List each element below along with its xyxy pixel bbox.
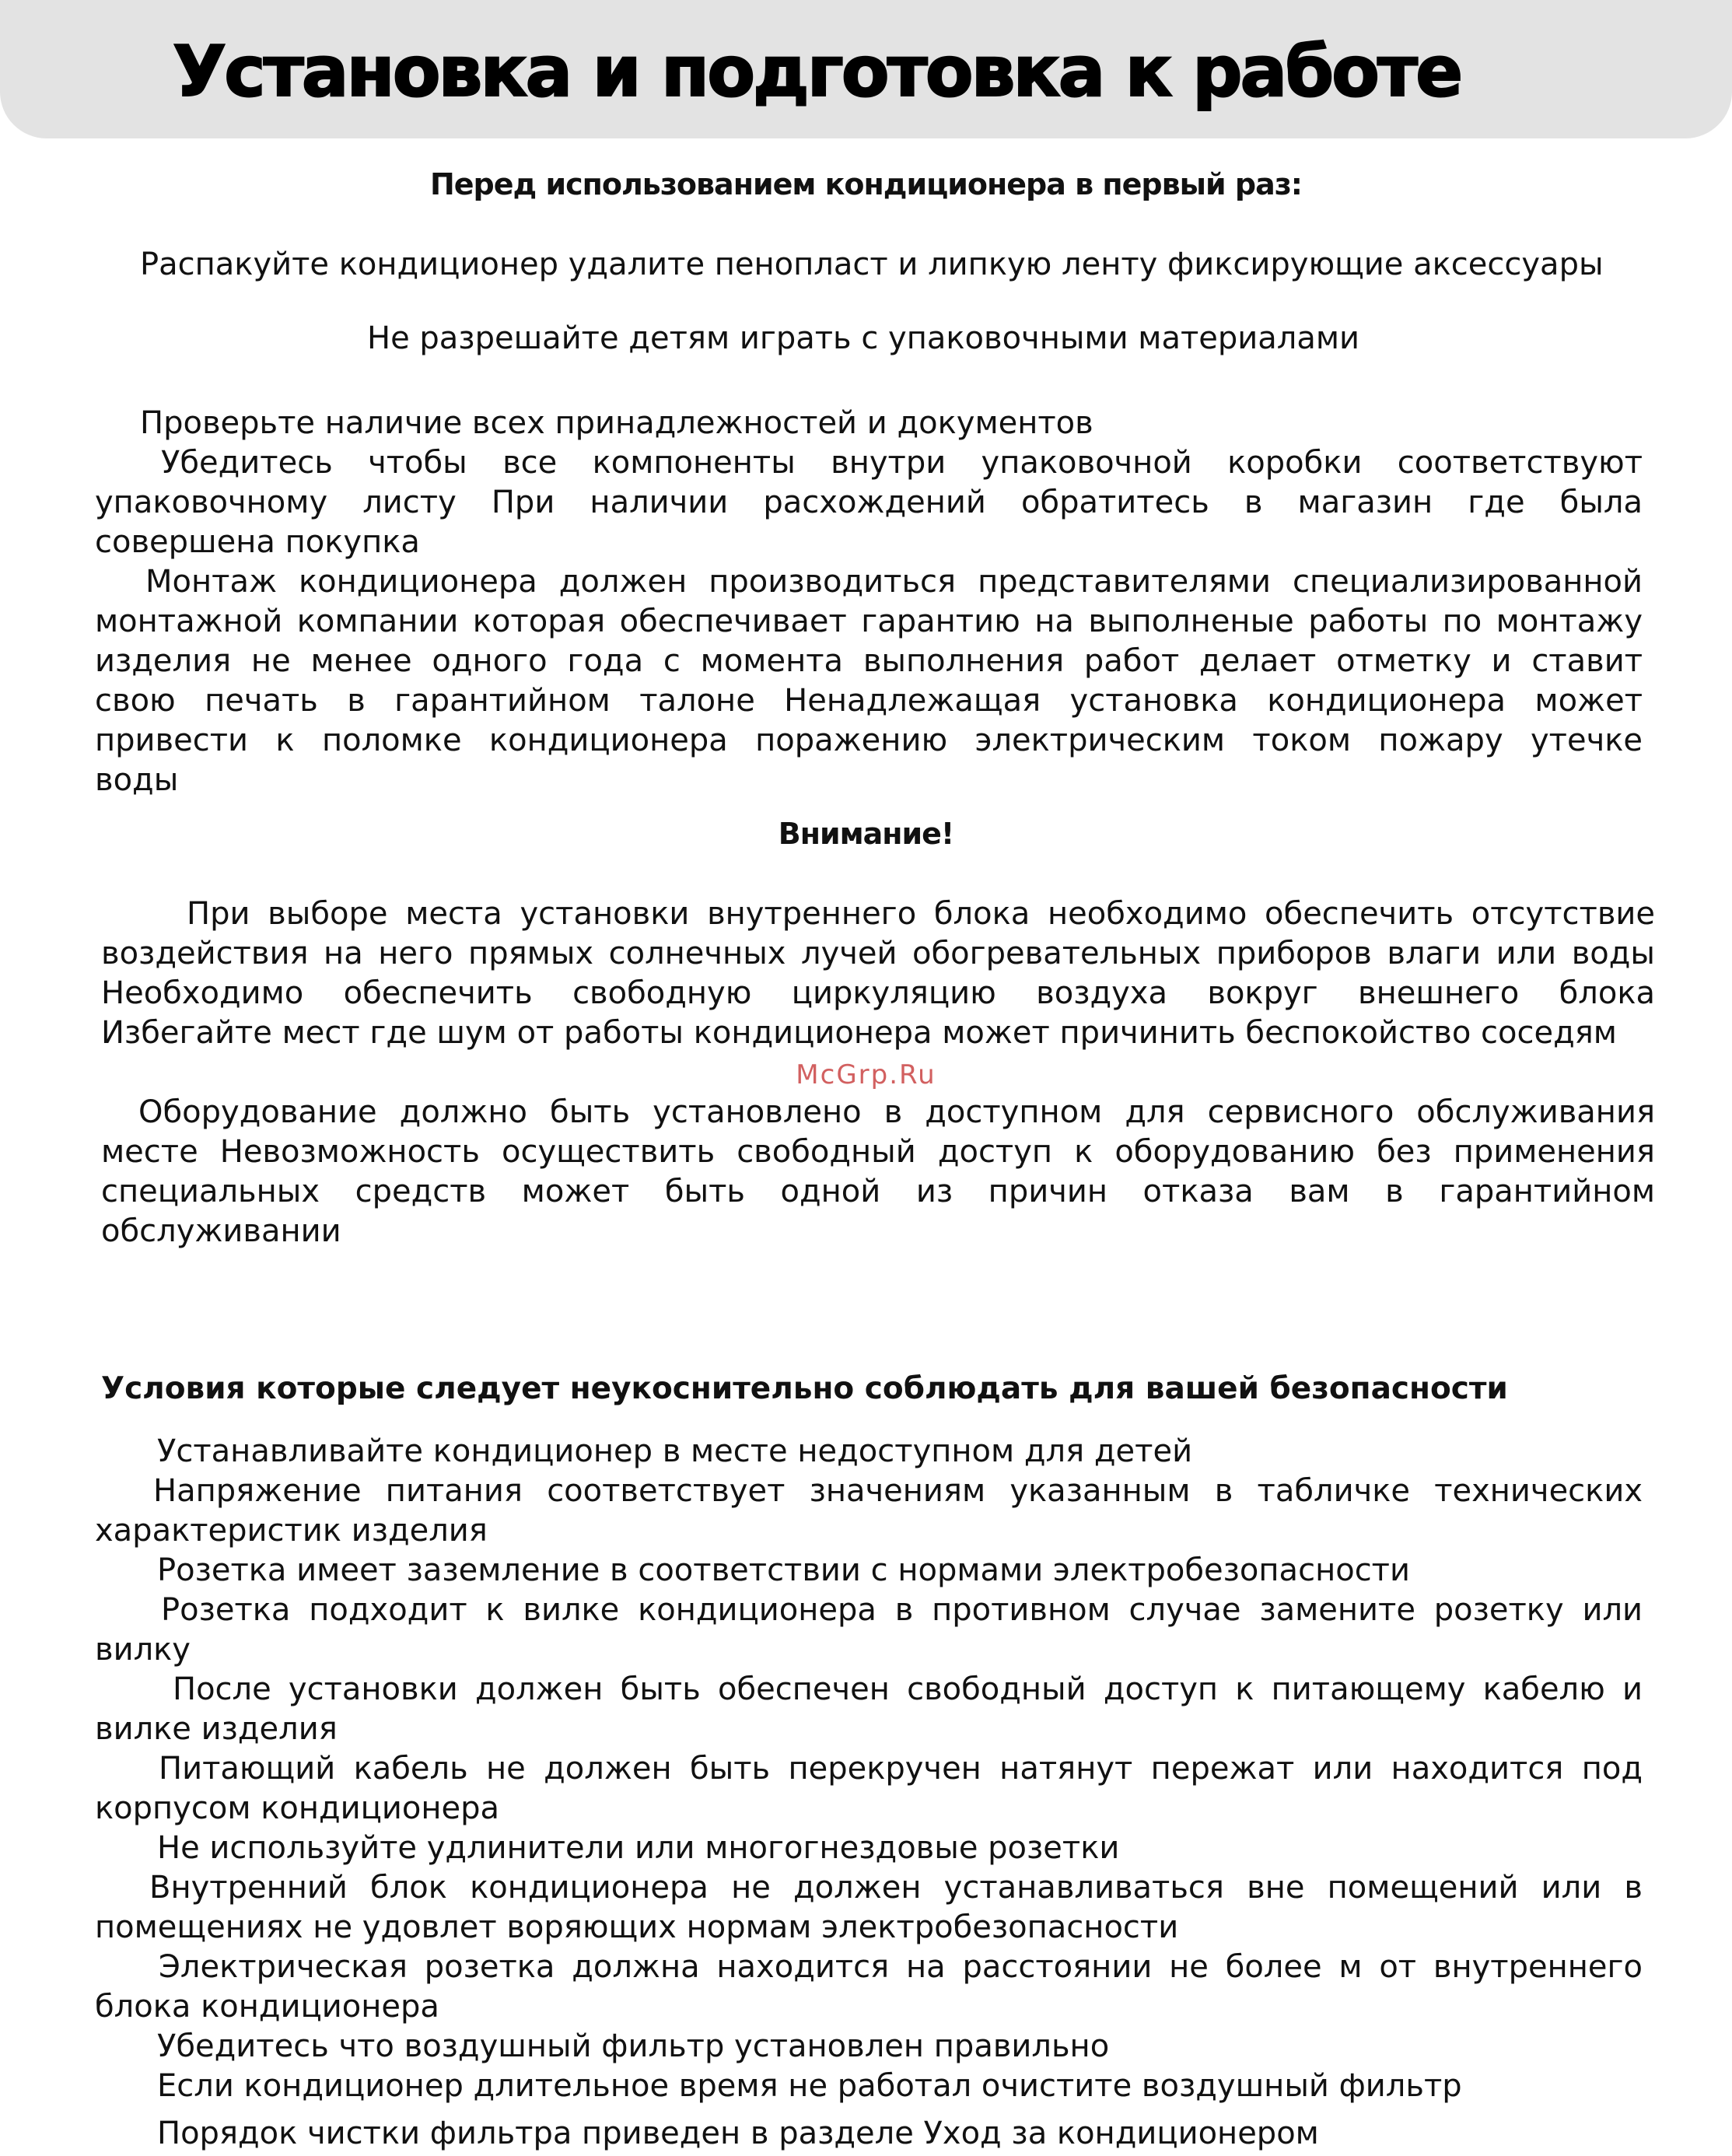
safety-item: Если кондиционер длительное время не работал очистите воздушный фильтр: [157, 2068, 1462, 2104]
safety-item: Порядок чистки фильтра приведен в разделе Уход за кондиционером: [157, 2116, 1319, 2151]
service-line: месте Невозможность осуществить свободный доступ к оборудованию без применения: [101, 1134, 1655, 1170]
safety-item-cont: помещениях не удовлет воряющих нормам электробезопасности: [95, 1909, 1179, 1945]
mount-line: свою печать в гарантийном талоне Ненадлежащая установка кондиционера может: [95, 683, 1643, 719]
placement-line: Необходимо обеспечить свободную циркуляцию воздуха вокруг внешнего блока: [101, 975, 1655, 1011]
first-use-heading: Перед использованием кондиционера в первый раз:: [429, 167, 1303, 201]
safety-item: После установки должен быть обеспечен свободный доступ к питающему кабелю и: [173, 1671, 1643, 1707]
mount-line: монтажной компании которая обеспечивает гарантию на выполненые работы по монтажу: [95, 604, 1643, 639]
mount-line: Монтаж кондиционера должен производиться представителями специализированной: [145, 564, 1643, 600]
service-paragraph: [101, 1093, 1655, 1251]
safety-item-cont: вилку: [95, 1632, 191, 1668]
placement-line: При выборе места установки внутреннего блока необходимо обеспечить отсутствие: [187, 896, 1655, 932]
watermark-text: McGrp.Ru: [796, 1059, 936, 1090]
safety-item: Электрическая розетка должна находится на расстоянии не более м от внутреннего: [159, 1949, 1643, 1985]
check-accessories: Проверьте наличие всех принадлежностей и документов: [140, 405, 1093, 441]
safety-item: Розетка подходит к вилке кондиционера в противном случае замените розетку или: [161, 1592, 1643, 1628]
mount-paragraph: [95, 562, 1643, 800]
safety-item: Устанавливайте кондиционер в месте недоступном для детей: [157, 1433, 1193, 1469]
safety-item: Внутренний блок кондиционера не должен устанавливаться вне помещений или в: [149, 1870, 1643, 1906]
safety-item: Убедитесь что воздушный фильтр установлен правильно: [157, 2028, 1110, 2064]
safety-item-cont: вилке изделия: [95, 1711, 338, 1747]
safety-item-cont: характеристик изделия: [95, 1513, 488, 1549]
safety-item-cont: корпусом кондиционера: [95, 1790, 499, 1826]
placement-line: воздействия на него прямых солнечных лучей обогревательных приборов влаги или воды: [101, 936, 1655, 971]
safety-item-cont: блока кондиционера: [95, 1989, 439, 2025]
verify-line: совершена покупка: [95, 524, 420, 560]
service-line: Оборудование должно быть установлено в доступном для сервисного обслуживания: [138, 1094, 1655, 1130]
mount-line: изделия не менее одного года с момента выполнения работ делает отметку и ставит: [95, 643, 1643, 679]
placement-paragraph: [101, 894, 1655, 1053]
attention-heading: Внимание!: [778, 817, 954, 851]
safety-item: Напряжение питания соответствует значениям указанным в табличке технических: [153, 1473, 1643, 1509]
safety-list: [95, 1432, 1643, 2154]
safety-heading: Условия которые следует неукоснительно соблюдать для вашей безопасности: [101, 1371, 1508, 1406]
service-line: специальных средств может быть одной из причин отказа вам в гарантийном: [101, 1174, 1655, 1209]
placement-line: Избегайте мест где шум от работы кондиционера может причинить беспокойство соседям: [101, 1015, 1617, 1051]
safety-item: Розетка имеет заземление в соответствии с нормами электробезопасности: [157, 1552, 1410, 1588]
mount-line: воды: [95, 762, 179, 798]
verify-line: Убедитесь чтобы все компоненты внутри упаковочной коробки соответствуют: [161, 445, 1643, 481]
children-warning: Не разрешайте детям играть с упаковочными материалами: [367, 320, 1360, 356]
page-title: Установка и подготовка к работе: [172, 31, 1461, 113]
safety-item: Не используйте удлинители или многогнездовые розетки: [157, 1830, 1120, 1866]
safety-item: Питающий кабель не должен быть перекручен натянут пережат или находится под: [159, 1751, 1643, 1787]
mount-line: привести к поломке кондиционера поражению электрическим током пожару утечке: [95, 723, 1643, 758]
verify-line: упаковочному листу При наличии расхождений обратитесь в магазин где была: [95, 485, 1643, 520]
verify-paragraph: [95, 443, 1643, 562]
unpack-instruction: Распакуйте кондиционер удалите пенопласт и липкую ленту фиксирующие аксессуары: [140, 247, 1604, 282]
service-line: обслуживании: [101, 1213, 341, 1249]
